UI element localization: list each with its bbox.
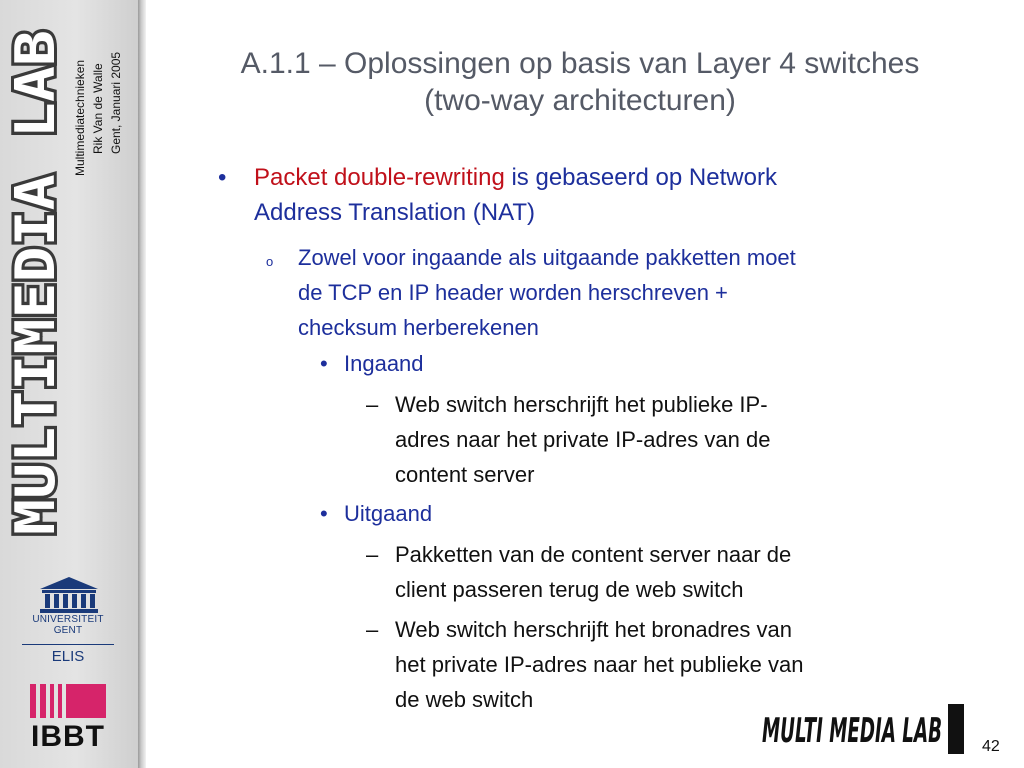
bullet-ingaand-text: Ingaand bbox=[344, 351, 424, 376]
bullet-level2-line3: checksum herberekenen bbox=[298, 315, 539, 340]
title-line-1: A.1.1 – Oplossingen op basis van Layer 4 switches bbox=[240, 47, 920, 80]
dash-line: content server bbox=[395, 462, 535, 487]
bullet-level2-line2: de TCP en IP header worden herschreven + bbox=[298, 280, 728, 305]
title-line-2: (two-way architecturen) bbox=[424, 84, 736, 117]
dash-item-text bbox=[395, 387, 945, 492]
dash-line: client passeren terug de web switch bbox=[395, 577, 744, 602]
dash-line: Pakketten van de content server naar de bbox=[395, 542, 792, 567]
bullet-level1-rest-b: Address Translation (NAT) bbox=[254, 199, 535, 226]
vertical-brand-text: MULTIMEDIA LAB bbox=[4, 79, 67, 535]
place-date: Gent, Januari 2005 bbox=[109, 51, 123, 154]
bullet-dot: • bbox=[218, 164, 227, 191]
dash-line: de web switch bbox=[395, 687, 534, 712]
author-name: Rik Van de Walle bbox=[91, 63, 105, 154]
accent-term: Packet double-rewriting bbox=[254, 164, 505, 191]
elis-label: ELIS bbox=[51, 648, 85, 665]
ibbt-wordmark: IBBT bbox=[31, 720, 105, 753]
dash-line: Web switch herschrijft het bronadres van bbox=[395, 617, 792, 642]
dash-line: Web switch herschrijft het publieke IP- bbox=[395, 392, 768, 417]
dash-marker: – bbox=[366, 392, 379, 417]
dash-marker: – bbox=[366, 617, 379, 642]
dash-line: adres naar het private IP-adres van de bbox=[395, 427, 771, 452]
bullet-level2-text bbox=[298, 240, 958, 345]
bullet-level1-rest-a: is gebaseerd op Network bbox=[504, 164, 777, 191]
bullet-level1-text bbox=[254, 160, 914, 230]
dash-line: het private IP-adres naar het publieke van bbox=[395, 652, 804, 677]
bullet-level2-line1: Zowel voor ingaande als uitgaande pakketten moet bbox=[298, 245, 796, 270]
multimedia-lab-footer-logo bbox=[760, 700, 970, 756]
bullet-uitgaand-text: Uitgaand bbox=[344, 501, 433, 526]
dash-item-text bbox=[395, 537, 945, 607]
footer-logo-text: MULTI MEDIA LAB bbox=[762, 711, 942, 751]
bullet-dot: • bbox=[320, 351, 328, 376]
ugent-line1: UNIVERSITEIT bbox=[32, 614, 104, 625]
bullet-dot: • bbox=[320, 501, 328, 526]
dash-marker: – bbox=[366, 542, 379, 567]
slide-number: 42 bbox=[982, 738, 1000, 755]
ugent-line2: GENT bbox=[53, 625, 83, 636]
course-name: Multimediatechnieken bbox=[73, 59, 87, 176]
bullet-circle: o bbox=[266, 254, 274, 269]
